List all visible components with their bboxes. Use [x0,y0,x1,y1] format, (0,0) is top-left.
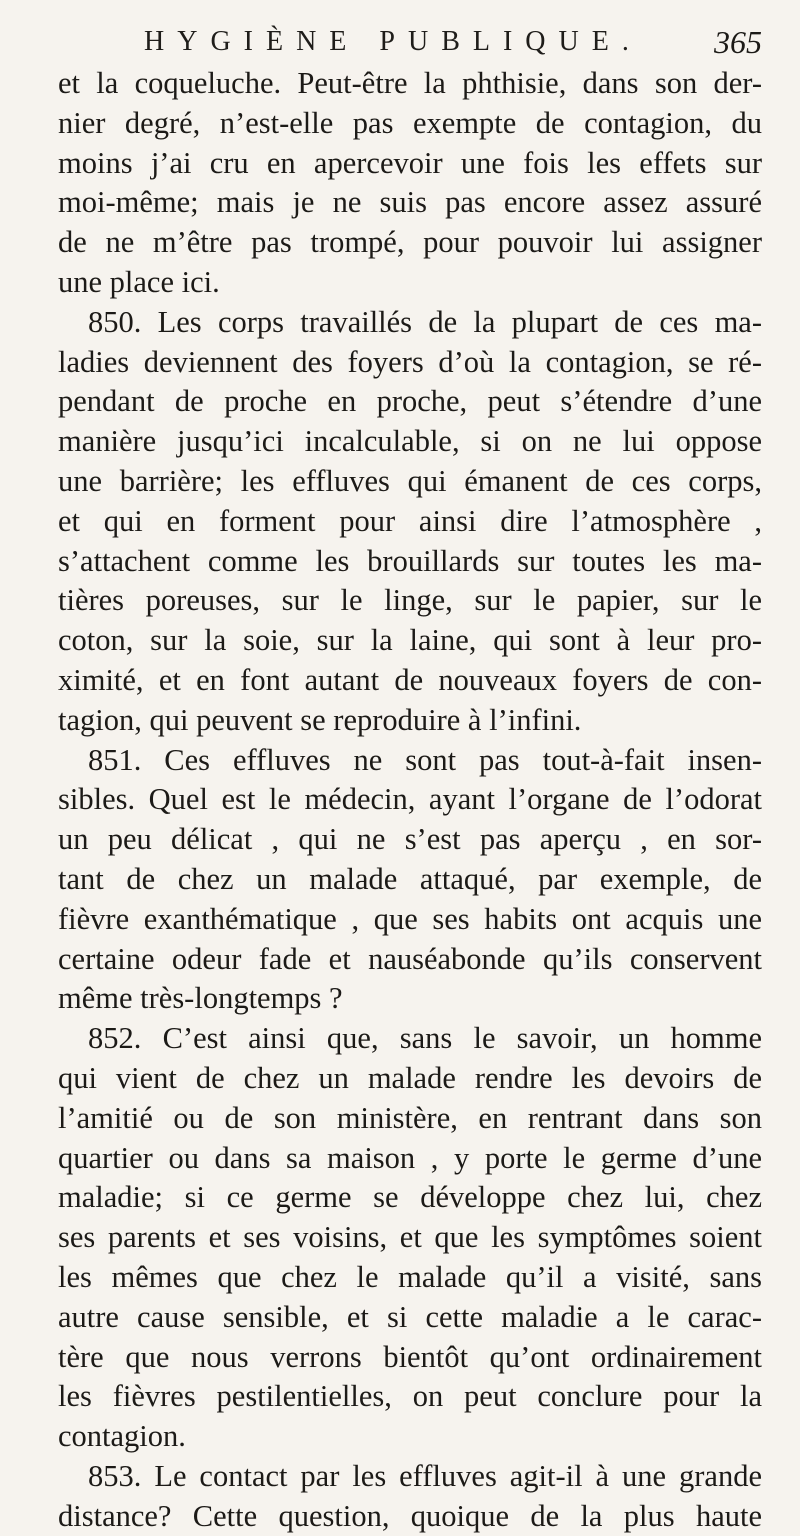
text-line: et la coqueluche. Peut-être la phthisie, dans son der- [58,66,762,100]
text-line: autre cause sensible, et si cette maladie a le carac- [58,1299,762,1334]
running-title: HYGIÈNE PUBLIQUE. [144,26,642,57]
text-line: même très-longtemps ? [58,981,343,1016]
text-line: de ne m’être pas trompé, pour pouvoir lui assigner [58,225,762,260]
text-line: les fièvres pestilentielles, on peut conclure pour la [58,1379,762,1414]
text-line: tant de chez un malade attaqué, par exemple, de [58,861,762,896]
text-line: distance? Cette question, quoique de la plus haute [58,1498,762,1533]
text-line: maladie; si ce germe se développe chez lui, chez [58,1180,762,1215]
text-line: manière jusqu’ici incalculable, si on ne lui oppose [58,424,762,459]
text-line: sibles. Quel est le médecin, ayant l’organe de l’odorat [58,782,762,817]
text-line: contagion. [58,1419,186,1454]
text-line: l’amitié ou de son ministère, en rentrant dans son [58,1100,762,1135]
paragraph-853-start: 853. Le contact par les effluves agit-il à une grande [88,1458,762,1493]
text-line: une barrière; les effluves qui émanent de ces corps, [58,463,762,498]
text-line: les mêmes que chez le malade qu’il a visité, sans [58,1259,762,1294]
text-line: et qui en forment pour ainsi dire l’atmosphère , [58,503,762,538]
text-line: qui vient de chez un malade rendre les devoirs de [58,1060,762,1095]
text-line: tières poreuses, sur le linge, sur le papier, sur le [58,583,762,618]
text-line: ses parents et ses voisins, et que les symptômes soient [58,1220,762,1255]
text-line: tagion, qui peuvent se reproduire à l’infini. [58,702,582,737]
paragraph-850-start: 850. Les corps travaillés de la plupart de ces ma- [88,304,762,339]
text-line: une place ici. [58,264,220,299]
page-number: 365 [714,24,762,60]
text-line: pendant de proche en proche, peut s’étendre d’une [58,384,762,419]
running-head [58,22,762,62]
text-line: s’attachent comme les brouillards sur toutes les ma- [58,543,762,578]
text-line: certaine odeur fade et nauséabonde qu’ils conservent [58,941,762,976]
paragraph-852-start: 852. C’est ainsi que, sans le savoir, un homme [88,1021,762,1056]
paragraph-851-start: 851. Ces effluves ne sont pas tout-à-fait insen- [88,742,762,777]
text-line: ladies deviennent des foyers d’où la contagion, se ré- [58,344,762,379]
text-line: nier degré, n’est-elle pas exempte de contagion, du [58,105,762,140]
text-line: fièvre exanthématique , que ses habits ont acquis une [58,901,762,936]
text-line: moi-même; mais je ne suis pas encore assez assuré [58,185,762,220]
text-line: un peu délicat , qui ne s’est pas aperçu , en sor- [58,822,762,857]
body-text [58,64,762,1536]
text-line: coton, sur la soie, sur la laine, qui sont à leur pro- [58,623,762,658]
text-line: quartier ou dans sa maison , y porte le germe d’une [58,1140,762,1175]
text-line: ximité, et en font autant de nouveaux foyers de con- [58,662,762,697]
text-line: tère que nous verrons bientôt qu’ont ordinairement [58,1339,762,1374]
text-line: moins j’ai cru en apercevoir une fois les effets sur [58,145,762,180]
